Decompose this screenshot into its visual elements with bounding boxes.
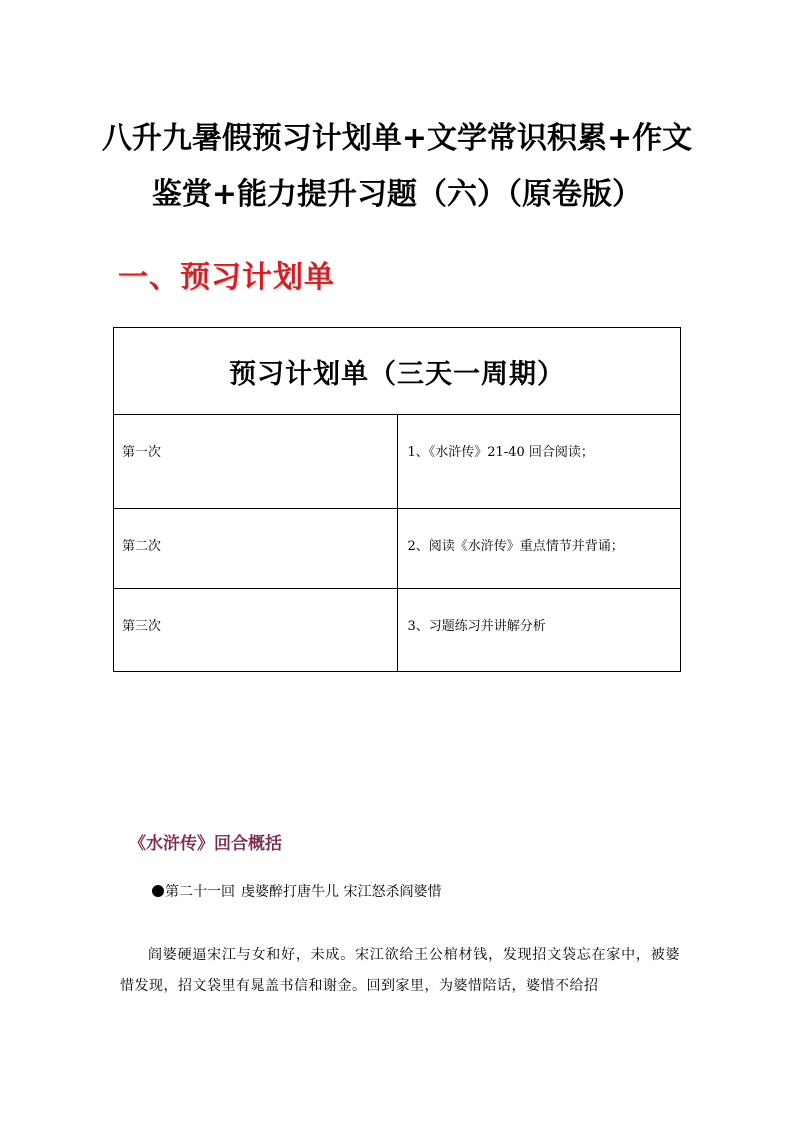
row-label-cell: 第一次 <box>114 415 398 509</box>
chapter-number: 第二十一回 <box>165 884 235 900</box>
bullet-icon <box>152 885 164 897</box>
table-row <box>114 415 681 509</box>
row-content-cell: 3、习题练习并讲解分析 <box>397 589 681 672</box>
summary-heading: 《水浒传》回合概括 <box>129 834 282 854</box>
table-header-cell: 预习计划单（三天一周期） <box>114 328 681 415</box>
chapter-line <box>152 881 441 903</box>
row-content-cell: 2、阅读《水浒传》重点情节并背诵； <box>397 509 681 589</box>
section-heading-preview-plan: 一、预习计划单 <box>118 260 335 295</box>
document-title-line-2: 鉴赏+能力提升习题（六）（原卷版） <box>151 177 643 212</box>
row-content-cell: 1、《水浒传》21-40 回合阅读； <box>397 415 681 509</box>
row-label-cell: 第二次 <box>114 509 398 589</box>
chapter-summary-paragraph: 阎婆硬逼宋江与女和好，未成。宋江欲给王公棺材钱，发现招文袋忘在家中，被婆惜发现，招文袋里有晁盖书信和谢金。回到家里，为婆惜陪话，婆惜不给招 <box>120 947 680 994</box>
preview-plan-table <box>113 327 681 672</box>
table-header-row <box>114 328 681 415</box>
row-label-cell: 第三次 <box>114 589 398 672</box>
document-title-line-1: 八升九暑假预习计划单+文学常识积累+作文 <box>101 121 693 156</box>
table-row <box>114 589 681 672</box>
table-row <box>114 509 681 589</box>
chapter-title: 虔婆醉打唐牛儿 宋江怒杀阎婆惜 <box>241 884 442 900</box>
